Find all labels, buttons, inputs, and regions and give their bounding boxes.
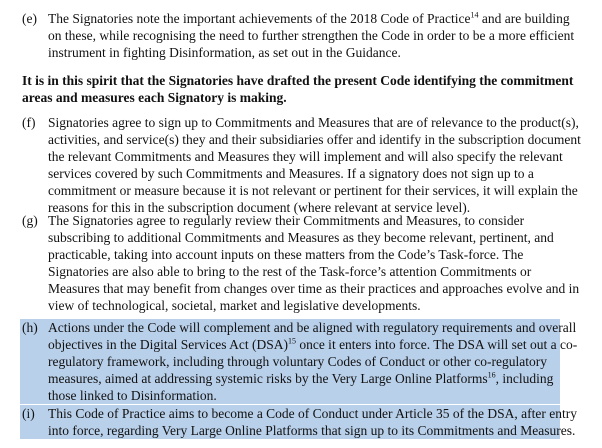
- paragraph-line: on these, while recognising the need to further strengthen the Code in order to be a more efficient: [48, 28, 575, 43]
- paragraph-line: The Signatories agree to regularly review their Commitments and Measures, to consider: [48, 213, 525, 228]
- paragraph-line: services covered by such Commitments and Measures. If a signatory does not sign up to a: [48, 166, 534, 181]
- paragraph-line: into force, regarding Very Large Online Platforms that sign up to its Commitments and Measures.: [48, 423, 576, 438]
- paragraph-label: (f): [22, 115, 36, 130]
- paragraph-line: areas and measures each Signatory is making.: [22, 90, 287, 105]
- text-run: The Signatories note the important achievements of the 2018 Code of Practice: [48, 11, 471, 26]
- paragraph-line: practicable, taking into account inputs on these matters from the Code’s Task-force. The: [48, 247, 524, 262]
- paragraph-line: This Code of Practice aims to become a Code of Conduct under Article 35 of the DSA, after entry: [48, 406, 577, 421]
- paragraph-label: (i): [22, 406, 35, 421]
- paragraph-line: those linked to Disinformation.: [48, 388, 217, 403]
- paragraph-line: instrument in fighting Disinformation, as set out in the Guidance.: [48, 45, 401, 60]
- paragraph-line: subscribing to additional Commitments and Measures as they become relevant, pertinent, and: [48, 230, 554, 245]
- paragraph-line: [48, 10, 570, 27]
- paragraph-line: reasons for this in the subscription document (where relevant at service level).: [48, 200, 471, 215]
- text-run: once it enters into force. The DSA will set out a co-: [295, 337, 578, 352]
- paragraph-line: commitment or measure because it is not relevant or pertinent for their services, it will explain the: [48, 183, 578, 198]
- paragraph-line: Signatories agree to sign up to Commitments and Measures that are of relevance to the product(s),: [48, 115, 579, 130]
- paragraph-line: [48, 370, 553, 387]
- paragraph-line: the relevant Commitments and Measures they will implement and will also specify the relevant: [48, 149, 563, 164]
- text-run: and are building: [478, 11, 570, 26]
- paragraph-line: Signatories are also able to bring to the rest of the Task-force’s attention Commitments or: [48, 264, 532, 279]
- footnote-ref[interactable]: 16: [487, 370, 496, 380]
- paragraph-label: (e): [22, 11, 37, 26]
- text-run: , including: [495, 371, 554, 386]
- text-run: measures, aimed at addressing systemic risks by the Very Large Online Platforms: [48, 371, 488, 386]
- paragraph-label: (h): [22, 320, 38, 335]
- paragraph-line: activities, and service(s) they and their subsidiaries offer and identify in the subscription document: [48, 132, 581, 147]
- paragraph-line: view of technological, societal, market and legislative developments.: [48, 298, 421, 313]
- paragraph-line: Measures that may benefit from changes over time as their practices and approaches evolve and in: [48, 281, 580, 296]
- paragraph-label: (g): [22, 213, 38, 228]
- paragraph-line: [48, 336, 577, 353]
- paragraph-line: It is in this spirit that the Signatories have drafted the present Code identifying the commitment: [22, 73, 574, 88]
- text-run: objectives in the Digital Services Act (DSA): [48, 337, 288, 352]
- paragraph-line: Actions under the Code will complement and be aligned with regulatory requirements and overall: [48, 320, 577, 335]
- footnote-ref[interactable]: 15: [287, 336, 296, 346]
- paragraph-line: regulatory framework, including through voluntary Codes of Conduct or other co-regulatory: [48, 354, 547, 369]
- footnote-ref[interactable]: 14: [470, 10, 479, 20]
